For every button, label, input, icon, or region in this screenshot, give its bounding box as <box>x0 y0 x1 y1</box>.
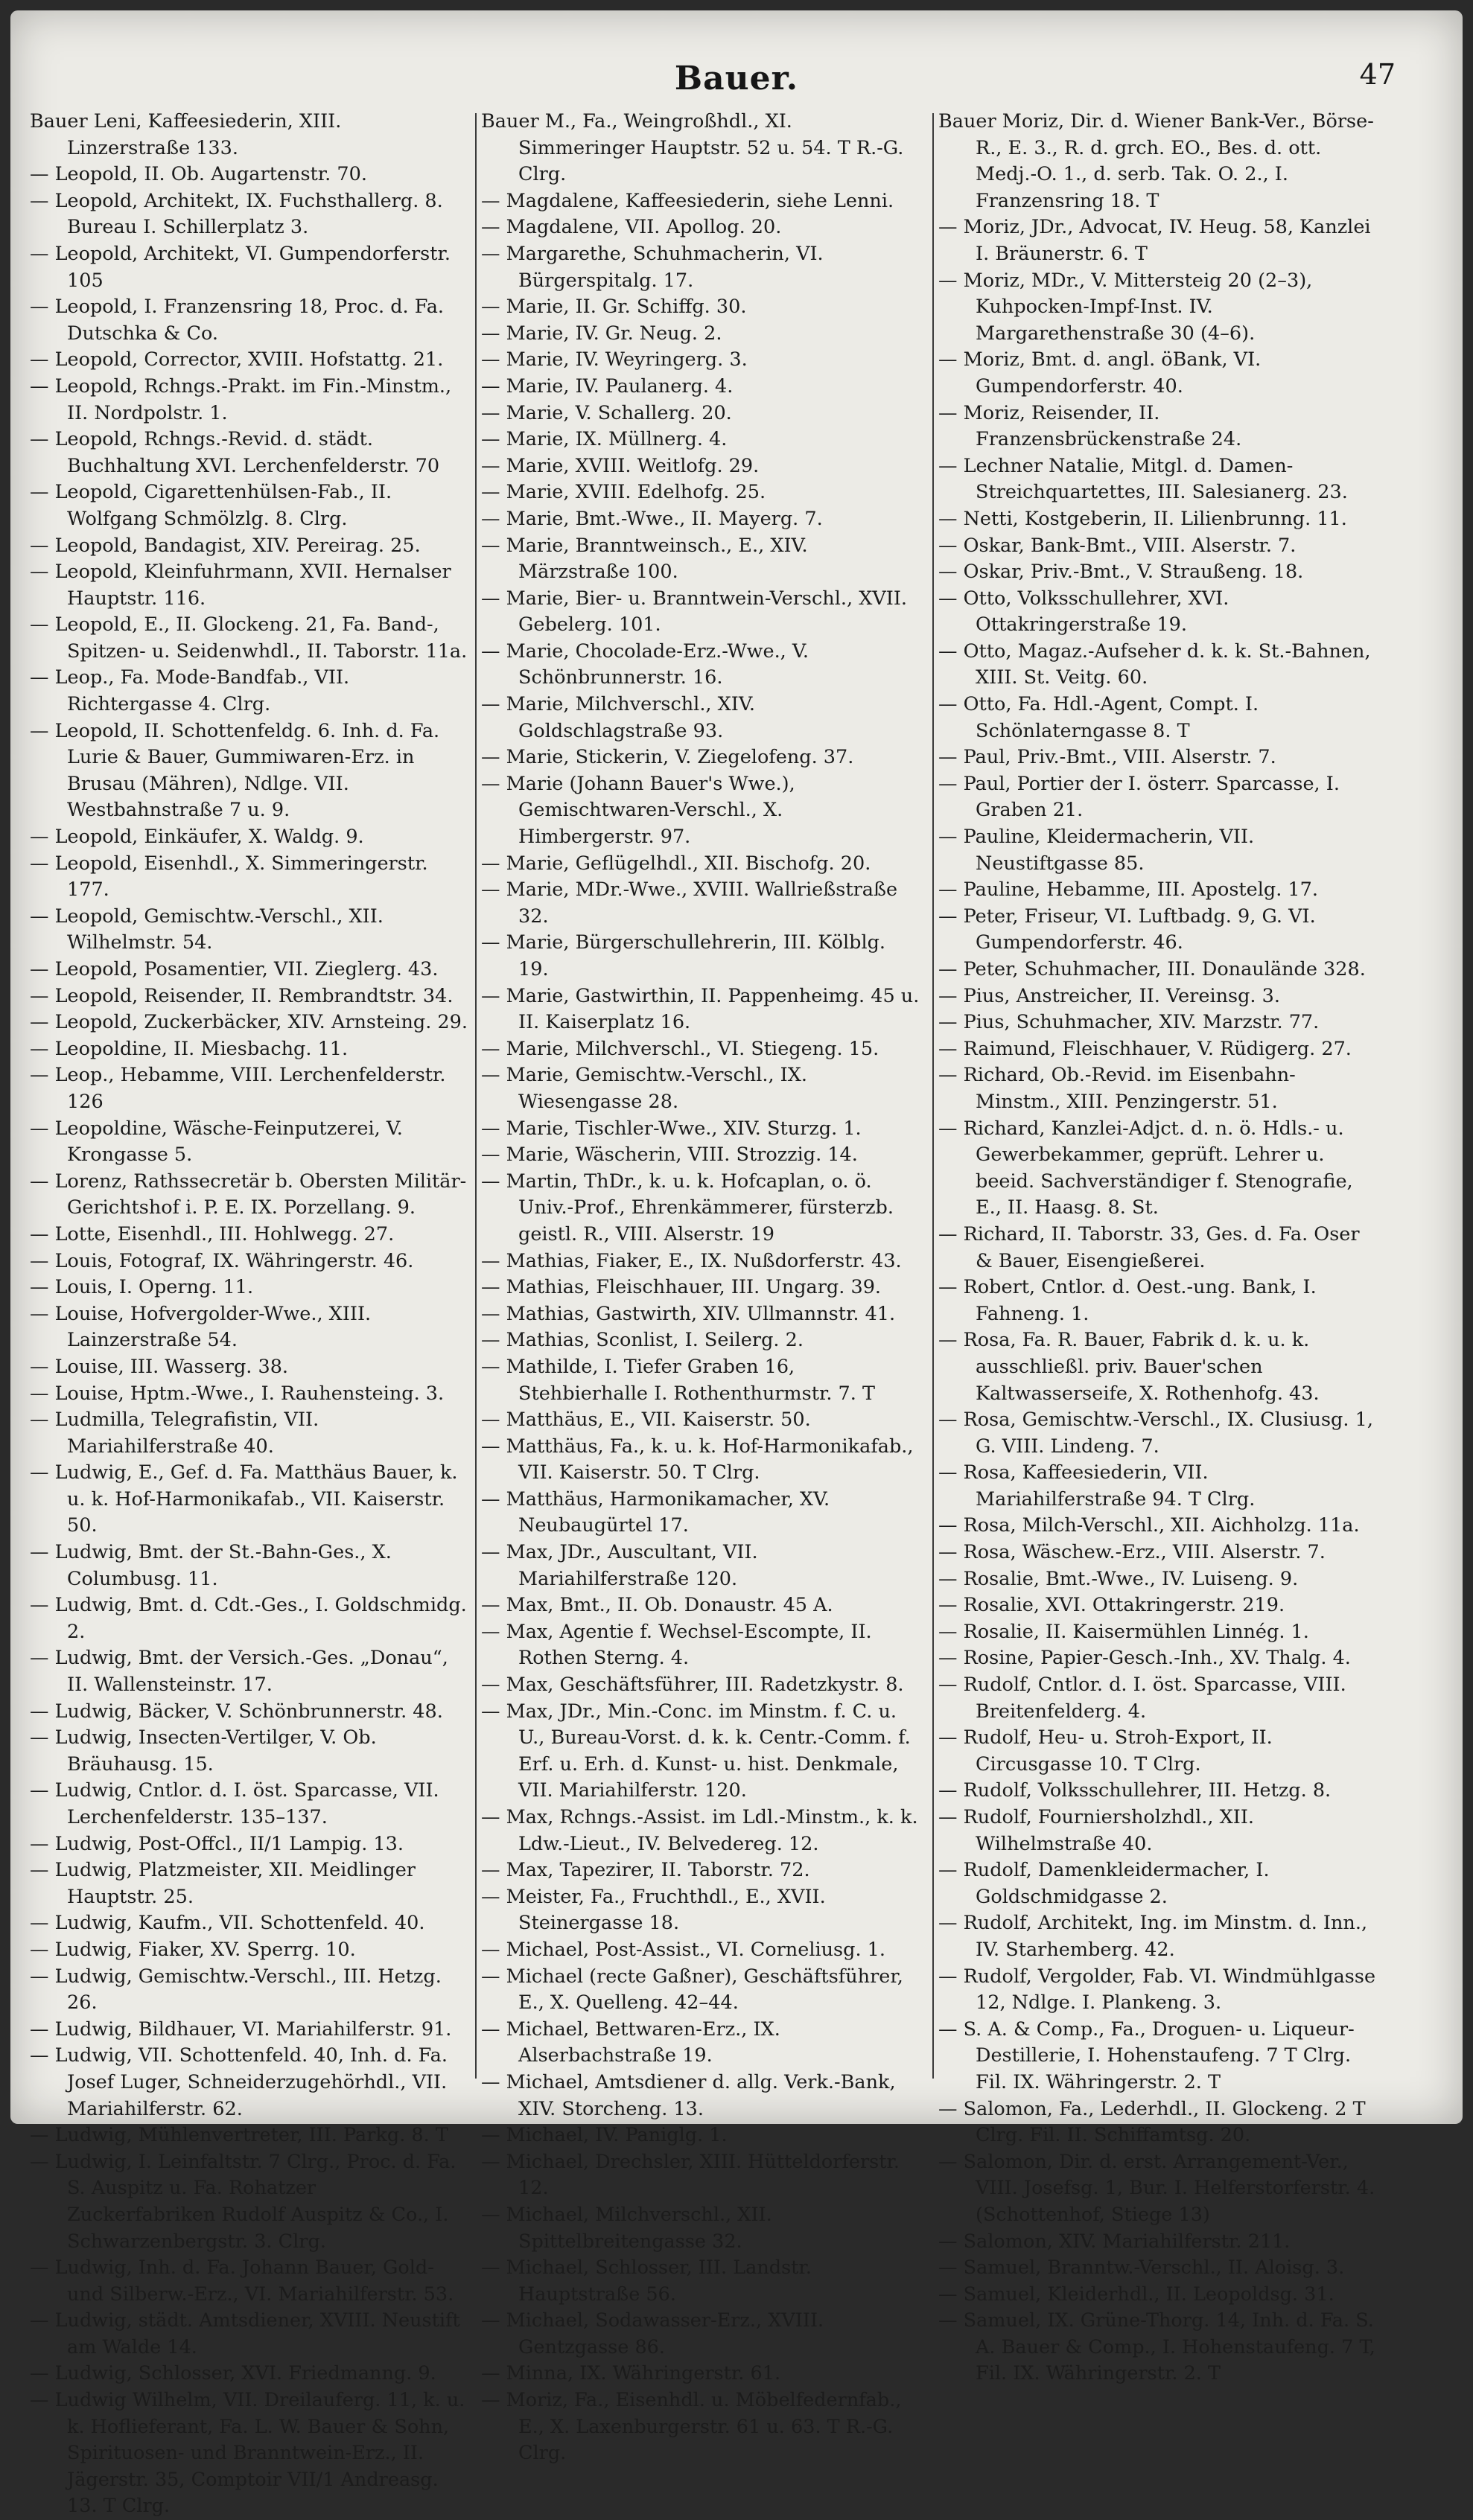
directory-entry: — Meister, Fa., Fruchthdl., E., XVII. Steinergasse 18. <box>481 1885 826 1935</box>
directory-entry: — Rosine, Papier-Gesch.-Inh., XV. Thalg. 4. <box>938 1647 1351 1670</box>
directory-entry: — Salomon, Dir. d. erst. Arrangement-Ver., VIII. Josefsg. 1, Bur. I. Helferstorferstr. 4. (Schottenhof, Stiege 13) <box>938 2150 1375 2226</box>
directory-entry: — Ludwig, Gemischtw.-Verschl., III. Hetzg. 26. <box>30 1965 442 2015</box>
directory-entry: — Marie, Milchverschl., VI. Stiegeng. 15. <box>481 1037 879 1060</box>
directory-entry: — Rosalie, Bmt.-Wwe., IV. Luiseng. 9. <box>938 1567 1299 1590</box>
directory-entry: — Marie, Tischler-Wwe., XIV. Sturzg. 1. <box>481 1117 862 1140</box>
directory-entry: — Otto, Fa. Hdl.-Agent, Compt. I. Schönlaterngasse 8. T <box>938 693 1259 742</box>
directory-entry: — Rudolf, Cntlor. d. I. öst. Sparcasse, VIII. Breitenfelderg. 4. <box>938 1674 1346 1723</box>
directory-entry: — Ludwig, Bmt. der Versich.-Ges. „Donau“, II. Wallensteinstr. 17. <box>30 1647 448 1697</box>
directory-entry: — Leopold, Eisenhdl., X. Simmeringerstr. 177. <box>30 852 428 902</box>
directory-entry: — Oskar, Bank-Bmt., VIII. Alserstr. 7. <box>938 534 1297 557</box>
directory-entry: — Pius, Schuhmacher, XIV. Marzstr. 77. <box>938 1011 1320 1034</box>
directory-entry: — Rosalie, II. Kaisermühlen Linnég. 1. <box>938 1620 1309 1643</box>
directory-entry: — Leopold, Architekt, IX. Fuchsthallerg. 8. Bureau I. Schillerplatz 3. <box>30 189 443 239</box>
directory-entry: — Leopold, Reisender, II. Rembrandtstr. 34. <box>30 984 454 1007</box>
directory-entry: — Pauline, Hebamme, III. Apostelg. 17. <box>938 878 1318 902</box>
directory-entry: — Ludwig, Kaufm., VII. Schottenfeld. 40. <box>30 1912 425 1935</box>
directory-entry: — Marie, Gastwirthin, II. Pappenheimg. 45 u. II. Kaiserplatz 16. <box>481 984 920 1034</box>
directory-entry: — Ludwig, Bildhauer, VI. Mariahilferstr. 91. <box>30 2017 452 2041</box>
page-header-title: Bauer. <box>674 60 799 98</box>
directory-entry: — Michael, Milchverschl., XII. Spittelbreitengasse 32. <box>481 2203 772 2253</box>
column-divider <box>932 113 934 2079</box>
directory-entry: — Lotte, Eisenhdl., III. Hohlwegg. 27. <box>30 1222 395 1245</box>
directory-entry: — Marie, Geflügelhdl., XII. Bischofg. 20. <box>481 852 871 875</box>
directory-entry: — Marie, Bmt.-Wwe., II. Mayerg. 7. <box>481 507 823 530</box>
directory-entry: — Leopold, II. Schottenfeldg. 6. Inh. d. Fa. Lurie & Bauer, Gummiwaren-Erz. in Brusau (Mähren), Ndlge. VII. Westbahnstraße 7 u. 9. <box>30 719 440 822</box>
directory-entry: — Louis, I. Operng. 11. <box>30 1276 254 1299</box>
directory-entry: Bauer Moriz, Dir. d. Wiener Bank-Ver., Börse-R., E. 3., R. d. grch. EO., Bes. d. ott. Medj.-O. 1., d. serb. Tak. O. 2., I. Franzensring 18. T <box>938 110 1374 212</box>
directory-entry: — Leop., Fa. Mode-Bandfab., VII. Richtergasse 4. Clrg. <box>30 666 350 716</box>
directory-entry: — Pauline, Kleidermacherin, VII. Neustiftgasse 85. <box>938 826 1255 875</box>
directory-entry: — Moriz, MDr., V. Mittersteig 20 (2–3), Kuhpocken-Impf-Inst. IV. Margarethenstraße 30 (4–6). <box>938 269 1313 345</box>
directory-entry: — Marie (Johann Bauer's Wwe.), Gemischtwaren-Verschl., X. Himbergerstr. 97. <box>481 772 795 849</box>
directory-entry: — Marie, Wäscherin, VIII. Strozzig. 14. <box>481 1143 858 1167</box>
page-number: 47 <box>1359 58 1396 91</box>
directory-entry: — Leopold, Bandagist, XIV. Pereirag. 25. <box>30 534 421 557</box>
directory-column-3 <box>938 109 1378 2387</box>
directory-entry: — Moriz, Fa., Eisenhdl. u. Möbelfedernfab., E., X. Laxenburgerstr. 61 u. 63. T R.-G. Clrg. <box>481 2389 902 2465</box>
directory-entry: — Rosa, Milch-Verschl., XII. Aichholzg. 11a. <box>938 1514 1360 1537</box>
directory-entry: — Samuel, Kleiderhdl., II. Leopoldsg. 31. <box>938 2283 1334 2306</box>
directory-entry: — Ludwig, Bmt. der St.-Bahn-Ges., X. Columbusg. 11. <box>30 1541 392 1590</box>
directory-entry: — Leopoldine, II. Miesbachg. 11. <box>30 1037 349 1060</box>
directory-entry: — Marie, IV. Paulanerg. 4. <box>481 374 734 398</box>
directory-entry: — Moriz, Bmt. d. angl. öBank, VI. Gumpendorferstr. 40. <box>938 348 1262 398</box>
directory-entry: — Ludwig, Bäcker, V. Schönbrunnerstr. 48. <box>30 1700 443 1723</box>
directory-entry: — Ludwig, Platzmeister, XII. Meidlinger Hauptstr. 25. <box>30 1859 416 1908</box>
directory-entry: — Max, Tapezirer, II. Taborstr. 72. <box>481 1859 810 1882</box>
directory-entry: — Lorenz, Rathssecretär b. Obersten Militär-Gerichtshof i. P. E. IX. Porzellang. 9. <box>30 1170 467 1219</box>
directory-entry: — Leopold, E., II. Glockeng. 21, Fa. Band-, Spitzen- u. Seidenwhdl., II. Taborstr. 11a. <box>30 613 468 663</box>
directory-entry: — Ludwig, städt. Amtsdiener, XVIII. Neustift am Walde 14. <box>30 2309 460 2358</box>
directory-entry: — Richard, Kanzlei-Adjct. d. n. ö. Hdls.- u. Gewerbekammer, geprüft. Lehrer u. beeid. Sachverständiger f. Stenografie, E., II. Haasg. 8. St. <box>938 1117 1353 1219</box>
directory-entry: — Ludwig, E., Gef. d. Fa. Matthäus Bauer, k. u. k. Hof-Harmonikafab., VII. Kaiserstr. 50. <box>30 1461 458 1537</box>
directory-entry: — Rosa, Gemischtw.-Verschl., IX. Clusiusg. 1, G. VIII. Lindeng. 7. <box>938 1409 1373 1458</box>
directory-entry: — Mathias, Gastwirth, XIV. Ullmannstr. 41. <box>481 1302 896 1325</box>
directory-entry: — Leopold, Architekt, VI. Gumpendorferstr. 105 <box>30 242 451 292</box>
directory-entry: — Michael, Sodawasser-Erz., XVIII. Gentzgasse 86. <box>481 2309 824 2358</box>
directory-entry: — Max, JDr., Min.-Conc. im Minstm. f. C. u. U., Bureau-Vorst. d. k. k. Centr.-Comm. f. Erf. u. Erh. d. Kunst- u. hist. Denkmale, VII. Mariahilferstr. 120. <box>481 1700 911 1802</box>
directory-entry: — Leopold, Rchngs.-Revid. d. städt. Buchhaltung XVI. Lerchenfelderstr. 70 <box>30 428 440 477</box>
directory-entry: — Pius, Anstreicher, II. Vereinsg. 3. <box>938 984 1280 1007</box>
directory-entry: — Ludwig, Bmt. d. Cdt.-Ges., I. Goldschmidg. 2. <box>30 1594 467 1643</box>
directory-entry: — Ludwig, I. Leinfaltstr. 7 Clrg., Proc. d. Fa. S. Auspitz u. Fa. Rohatzer Zuckerfabriken Rudolf Auspitz & Co., I. Schwarzenbergstr. 3. Clrg. <box>30 2150 456 2253</box>
directory-entry: — Louise, III. Wasserg. 38. <box>30 1355 289 1378</box>
directory-entry: — Leopold, II. Ob. Augartenstr. 70. <box>30 163 367 186</box>
directory-entry: — Netti, Kostgeberin, II. Lilienbrunng. 11. <box>938 507 1347 530</box>
directory-entry: Bauer Leni, Kaffeesiederin, XIII. Linzerstraße 133. <box>30 110 342 159</box>
directory-column-2 <box>481 109 920 2467</box>
directory-entry: — Marie, MDr.-Wwe., XVIII. Wallrießstraße 32. <box>481 878 898 928</box>
directory-entry: — Rudolf, Damenkleidermacher, I. Goldschmidgasse 2. <box>938 1859 1270 1908</box>
directory-entry: — Rosa, Wäschew.-Erz., VIII. Alserstr. 7. <box>938 1541 1326 1564</box>
directory-entry: — Richard, Ob.-Revid. im Eisenbahn-Minstm., XIII. Penzingerstr. 51. <box>938 1064 1296 1113</box>
directory-entry: — Raimund, Fleischhauer, V. Rüdigerg. 27. <box>938 1037 1352 1060</box>
directory-entry: — Rudolf, Architekt, Ing. im Minstm. d. Inn., IV. Starhemberg. 42. <box>938 1912 1368 1961</box>
directory-entry: — Marie, II. Gr. Schiffg. 30. <box>481 296 747 319</box>
directory-entry: — Marie, Milchverschl., XIV. Goldschlagstraße 93. <box>481 693 755 742</box>
directory-entry: — Louise, Hofvergolder-Wwe., XIII. Lainzerstraße 54. <box>30 1302 372 1352</box>
directory-entry: — Margarethe, Schuhmacherin, VI. Bürgerspitalg. 17. <box>481 242 824 292</box>
directory-entry: — Salomon, Fa., Lederhdl., II. Glockeng. 2 T Clrg. Fil. II. Schiffamtsg. 20. <box>938 2097 1366 2147</box>
column-divider <box>475 113 477 2079</box>
directory-entry: — Marie, Gemischtw.-Verschl., IX. Wiesengasse 28. <box>481 1064 808 1113</box>
directory-entry: — Marie, V. Schallerg. 20. <box>481 401 732 424</box>
directory-entry: — Leopold, Gemischtw.-Verschl., XII. Wilhelmstr. 54. <box>30 905 384 954</box>
directory-entry: — Paul, Priv.-Bmt., VIII. Alserstr. 7. <box>938 746 1276 769</box>
directory-entry: — Michael, Amtsdiener d. allg. Verk.-Bank, XIV. Storcheng. 13. <box>481 2070 896 2120</box>
directory-entry: — Max, Geschäftsführer, III. Radetzkystr. 8. <box>481 1674 904 1697</box>
directory-entry: — Louis, Fotograf, IX. Währingerstr. 46. <box>30 1249 414 1272</box>
directory-entry: — Ludwig, Schlosser, XVI. Friedmanng. 9. <box>30 2362 436 2385</box>
directory-entry: — Michael (recte Gaßner), Geschäftsführer, E., X. Quelleng. 42–44. <box>481 1965 903 2015</box>
directory-entry: — Marie, Stickerin, V. Ziegelofeng. 37. <box>481 746 854 769</box>
directory-entry: — Samuel, Branntw.-Verschl., II. Aloisg. 3. <box>938 2256 1345 2280</box>
directory-entry: — Marie, IV. Weyringerg. 3. <box>481 348 748 371</box>
directory-entry: — Ludwig, Insecten-Vertilger, V. Ob. Bräuhausg. 15. <box>30 1726 377 1776</box>
directory-entry: — Marie, IV. Gr. Neug. 2. <box>481 322 722 345</box>
directory-entry: — Ludwig Wilhelm, VII. Dreilauferg. 11, k. u. k. Hoflieferant, Fa. L. W. Bauer & Sohn, Spirituosen- und Branntwein-Erz., II. Jägerstr. 35, Comptoir VII/1 Andreasg. 13. T Clrg. <box>30 2389 465 2518</box>
directory-entry: — Ludwig, Cntlor. d. I. öst. Sparcasse, VII. Lerchenfelderstr. 135–137. <box>30 1779 439 1828</box>
directory-entry: — Rosalie, XVI. Ottakringerstr. 219. <box>938 1594 1285 1617</box>
directory-entry: — Peter, Friseur, VI. Luftbadg. 9, G. VI. Gumpendorferstr. 46. <box>938 905 1316 954</box>
directory-entry: — Marie, XVIII. Edelhofg. 25. <box>481 481 766 504</box>
directory-entry: — Moriz, Reisender, II. Franzensbrückenstraße 24. <box>938 401 1242 451</box>
directory-entry: — Louise, Hptm.-Wwe., I. Rauhensteing. 3. <box>30 1382 445 1405</box>
directory-entry: — Otto, Magaz.-Aufseher d. k. k. St.-Bahnen, XIII. St. Veitg. 60. <box>938 639 1371 689</box>
directory-entry: — Minna, IX. Währingerstr. 61. <box>481 2362 781 2385</box>
directory-entry: — Magdalene, VII. Apollog. 20. <box>481 216 782 239</box>
directory-entry: — Marie, IX. Müllnerg. 4. <box>481 428 728 451</box>
directory-entry: — Michael, Schlosser, III. Landstr. Hauptstraße 56. <box>481 2256 812 2306</box>
directory-entry: — Marie, Bürgerschullehrerin, III. Kölblg. 19. <box>481 931 886 980</box>
directory-entry: — Mathilde, I. Tiefer Graben 16, Stehbierhalle I. Rothenthurmstr. 7. T <box>481 1355 875 1405</box>
directory-entry: — Robert, Cntlor. d. Oest.-ung. Bank, I. Fahneng. 1. <box>938 1276 1317 1325</box>
directory-entry: — Leopold, Zuckerbäcker, XIV. Arnsteing. 29. <box>30 1011 468 1034</box>
directory-entry: — Leopold, Corrector, XVIII. Hofstattg. 21. <box>30 348 444 371</box>
directory-entry: — Rudolf, Vergolder, Fab. VI. Windmühlgasse 12, Ndlge. I. Plankeng. 3. <box>938 1965 1376 2015</box>
directory-column-1 <box>30 109 469 2520</box>
directory-entry: — Marie, XVIII. Weitlofg. 29. <box>481 454 760 477</box>
directory-entry: — Magdalene, Kaffeesiederin, siehe Lenni. <box>481 189 894 212</box>
directory-entry: — Leopold, Rchngs.-Prakt. im Fin.-Minstm., II. Nordpolstr. 1. <box>30 374 452 424</box>
directory-entry: — Matthäus, E., VII. Kaiserstr. 50. <box>481 1409 811 1432</box>
directory-entry: — Matthäus, Fa., k. u. k. Hof-Harmonikafab., VII. Kaiserstr. 50. T Clrg. <box>481 1435 914 1484</box>
directory-entry: — Ludwig, Fiaker, XV. Sperrg. 10. <box>30 1938 356 1961</box>
directory-entry: — Martin, ThDr., k. u. k. Hofcaplan, o. ö. Univ.-Prof., Ehrenkämmerer, fürsterzb. geistl. R., VIII. Alserstr. 19 <box>481 1170 894 1245</box>
directory-entry: — Richard, II. Taborstr. 33, Ges. d. Fa. Oser & Bauer, Eisengießerei. <box>938 1222 1360 1272</box>
directory-entry: — Mathias, Fleischhauer, III. Ungarg. 39. <box>481 1276 882 1299</box>
directory-entry: — Rosa, Kaffeesiederin, VII. Mariahilferstraße 94. T Clrg. <box>938 1461 1256 1511</box>
directory-entry: — Rudolf, Volksschullehrer, III. Hetzg. 8. <box>938 1779 1332 1802</box>
directory-entry: — Marie, Chocolade-Erz.-Wwe., V. Schönbrunnerstr. 16. <box>481 639 809 689</box>
directory-entry: — Ludwig, VII. Schottenfeld. 40, Inh. d. Fa. Josef Luger, Schneiderzugehörhdl., VII. Mariahilferstr. 62. <box>30 2044 448 2120</box>
directory-entry: — Ludwig, Inh. d. Fa. Johann Bauer, Gold- und Silberw.-Erz., VI. Mariahilferstr. 53. <box>30 2256 454 2306</box>
directory-entry: — Rosa, Fa. R. Bauer, Fabrik d. k. u. k. ausschließl. priv. Bauer'schen Kaltwasserseife, X. Rothenhofg. 43. <box>938 1329 1320 1405</box>
directory-entry: — Paul, Portier der I. österr. Sparcasse, I. Graben 21. <box>938 772 1340 822</box>
directory-entry: — Mathias, Fiaker, E., IX. Nußdorferstr. 43. <box>481 1249 902 1272</box>
directory-entry: — Moriz, JDr., Advocat, IV. Heug. 58, Kanzlei I. Bräunerstr. 6. T <box>938 216 1371 265</box>
directory-entry: — Michael, Bettwaren-Erz., IX. Alserbachstraße 19. <box>481 2017 780 2067</box>
directory-entry: — Max, JDr., Auscultant, VII. Mariahilferstraße 120. <box>481 1541 758 1590</box>
directory-entry: — Oskar, Priv.-Bmt., V. Straußeng. 18. <box>938 561 1304 584</box>
directory-entry: — Max, Agentie f. Wechsel-Escompte, II. Rothen Sterng. 4. <box>481 1620 872 1670</box>
directory-entry: — Leopold, Posamentier, VII. Zieglerg. 43. <box>30 958 439 980</box>
directory-entry: — Ludmilla, Telegrafistin, VII. Mariahilferstraße 40. <box>30 1409 319 1458</box>
directory-entry: — S. A. & Comp., Fa., Droguen- u. Liqueur-Destillerie, I. Hohenstaufeng. 7 T Clrg. Fil. IX. Währingerstr. 2. T <box>938 2017 1355 2093</box>
directory-entry: — Marie, Branntweinsch., E., XIV. Märzstraße 100. <box>481 534 808 584</box>
directory-entry: — Leopoldine, Wäsche-Feinputzerei, V. Krongasse 5. <box>30 1117 403 1167</box>
directory-entry: — Rudolf, Heu- u. Stroh-Export, II. Circusgasse 10. T Clrg. <box>938 1726 1273 1776</box>
directory-entry: — Max, Bmt., II. Ob. Donaustr. 45 A. <box>481 1594 833 1617</box>
directory-entry: Bauer M., Fa., Weingroßhdl., XI. Simmeringer Hauptstr. 52 u. 54. T R.-G. Clrg. <box>481 110 904 186</box>
directory-entry: — Mathias, Sconlist, I. Seilerg. 2. <box>481 1329 804 1352</box>
directory-entry: — Salomon, XIV. Mariahilferstr. 211. <box>938 2230 1291 2253</box>
directory-entry: — Rudolf, Fourniersholzhdl., XII. Wilhelmstraße 40. <box>938 1806 1254 1855</box>
directory-entry: — Michael, IV. Paniglg. 1. <box>481 2124 728 2147</box>
directory-entry: — Matthäus, Harmonikamacher, XV. Neubaugürtel 17. <box>481 1487 830 1537</box>
directory-entry: — Otto, Volksschullehrer, XVI. Ottakringerstraße 19. <box>938 587 1229 637</box>
directory-entry: — Michael, Drechsler, XIII. Hütteldorferstr. 12. <box>481 2150 900 2200</box>
directory-page <box>10 10 1463 2518</box>
directory-entry: — Ludwig, Mühlenvertreter, III. Parkg. 8. T <box>30 2124 448 2147</box>
directory-entry: — Ludwig, Post-Offcl., II/1 Lampig. 13. <box>30 1832 404 1855</box>
directory-entry: — Leopold, Cigarettenhülsen-Fab., II. Wolfgang Schmölzlg. 8. Clrg. <box>30 481 392 530</box>
directory-entry: — Michael, Post-Assist., VI. Corneliusg. 1. <box>481 1938 886 1961</box>
directory-entry: — Leopold, Kleinfuhrmann, XVII. Hernalser Hauptstr. 116. <box>30 561 451 610</box>
directory-entry: — Peter, Schuhmacher, III. Donaulände 328. <box>938 958 1366 980</box>
directory-entry: — Samuel, IX. Grüne-Thorg. 14, Inh. d. Fa. S. A. Bauer & Comp., I. Hohenstaufeng. 7 T, Fil. IX. Währingerstr. 2. T <box>938 2309 1375 2385</box>
directory-entry: — Leopold, I. Franzensring 18, Proc. d. Fa. Dutschka & Co. <box>30 296 445 345</box>
directory-entry: — Max, Rchngs.-Assist. im Ldl.-Minstm., k. k. Ldw.-Lieut., IV. Belvedereg. 12. <box>481 1806 918 1855</box>
directory-entry: — Lechner Natalie, Mitgl. d. Damen-Streichquartettes, III. Salesianerg. 23. <box>938 454 1348 504</box>
directory-entry: — Leop., Hebamme, VIII. Lerchenfelderstr. 126 <box>30 1064 446 1113</box>
directory-entry: — Leopold, Einkäufer, X. Waldg. 9. <box>30 826 364 849</box>
directory-entry: — Marie, Bier- u. Branntwein-Verschl., XVII. Gebelerg. 101. <box>481 587 908 637</box>
